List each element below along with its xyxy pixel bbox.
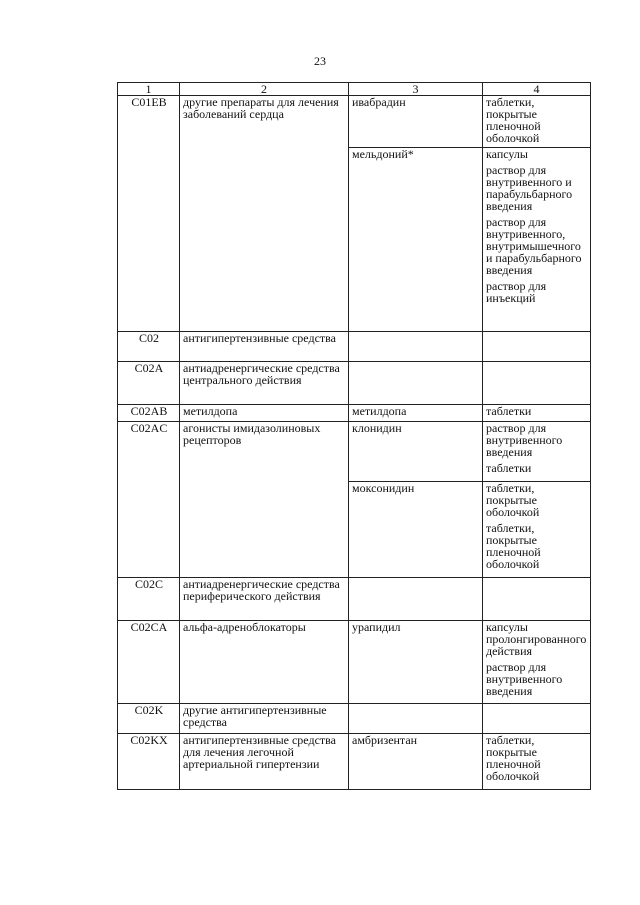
table-row xyxy=(118,332,591,362)
drug-table xyxy=(117,82,591,790)
atc-code: C01EB xyxy=(118,96,180,332)
dosage-form xyxy=(483,405,591,422)
dosage-form xyxy=(483,734,591,790)
table-row xyxy=(118,621,591,704)
atc-code: C02CA xyxy=(118,621,180,704)
dosage-form-item: таблетки, покрытые пленочной оболочкой xyxy=(486,733,541,783)
group-name: антиадренергические средства центрального действия xyxy=(180,362,349,405)
group-name: другие антигипертензивные средства xyxy=(180,704,349,734)
dosage-form-item: раствор для внутривенного, внутримышечного и парабульбарного введения xyxy=(486,215,582,277)
col-header-2: 2 xyxy=(180,83,349,96)
dosage-form xyxy=(483,578,591,621)
dosage-form-item: таблетки xyxy=(486,461,532,475)
dosage-form xyxy=(483,332,591,362)
atc-code: C02C xyxy=(118,578,180,621)
drug-name xyxy=(349,704,483,734)
dosage-form-item: таблетки xyxy=(486,404,532,418)
drug-name: мельдоний* xyxy=(349,148,483,332)
col-header-4: 4 xyxy=(483,83,591,96)
drug-name xyxy=(349,362,483,405)
atc-code: C02AC xyxy=(118,422,180,578)
drug-name: урапидил xyxy=(349,621,483,704)
group-name: антиадренергические средства периферического действия xyxy=(180,578,349,621)
dosage-form-item: раствор для внутривенного и парабульбарного введения xyxy=(486,163,573,213)
table-row xyxy=(118,422,591,482)
atc-code: C02 xyxy=(118,332,180,362)
group-name: агонисты имидазолиновых рецепторов xyxy=(180,422,349,578)
group-name: антигипертензивные средства для лечения легочной артериальной гипертензии xyxy=(180,734,349,790)
group-name: метилдопа xyxy=(180,405,349,422)
table-row xyxy=(118,362,591,405)
group-name: другие препараты для лечения заболеваний сердца xyxy=(180,96,349,332)
atc-code: C02K xyxy=(118,704,180,734)
dosage-form-item: таблетки, покрытые оболочкой xyxy=(486,481,540,519)
header-row xyxy=(118,83,591,96)
atc-code: C02KX xyxy=(118,734,180,790)
drug-name xyxy=(349,578,483,621)
atc-code: C02A xyxy=(118,362,180,405)
table-row xyxy=(118,96,591,148)
page-number: 23 xyxy=(314,54,326,68)
dosage-form xyxy=(483,422,591,482)
dosage-form xyxy=(483,482,591,578)
dosage-form xyxy=(483,362,591,405)
drug-name: амбризентан xyxy=(349,734,483,790)
dosage-form xyxy=(483,704,591,734)
table-row xyxy=(118,578,591,621)
drug-name: метилдопа xyxy=(349,405,483,422)
dosage-form xyxy=(483,621,591,704)
dosage-form xyxy=(483,96,591,148)
dosage-form-item: капсулы xyxy=(486,147,528,161)
dosage-form-item: раствор для внутривенного введения xyxy=(486,421,563,459)
dosage-form-item: раствор для инъекций xyxy=(486,279,547,305)
dosage-form-item: таблетки, покрытые пленочной оболочкой xyxy=(486,521,541,571)
dosage-form-item: капсулы пролонгированного действия xyxy=(486,620,587,658)
dosage-form-item: раствор для внутривенного введения xyxy=(486,660,563,698)
table-row xyxy=(118,734,591,790)
col-header-3: 3 xyxy=(349,83,483,96)
group-name: антигипертензивные средства xyxy=(180,332,349,362)
col-header-1: 1 xyxy=(118,83,180,96)
drug-name: клонидин xyxy=(349,422,483,482)
atc-code: C02AB xyxy=(118,405,180,422)
dosage-form xyxy=(483,148,591,332)
table-row xyxy=(118,405,591,422)
drug-name: моксонидин xyxy=(349,482,483,578)
drug-name xyxy=(349,332,483,362)
drug-name: ивабрадин xyxy=(349,96,483,148)
group-name: альфа-адреноблокаторы xyxy=(180,621,349,704)
table-row xyxy=(118,704,591,734)
dosage-form-item: таблетки, покрытые пленочной оболочкой xyxy=(486,95,541,145)
